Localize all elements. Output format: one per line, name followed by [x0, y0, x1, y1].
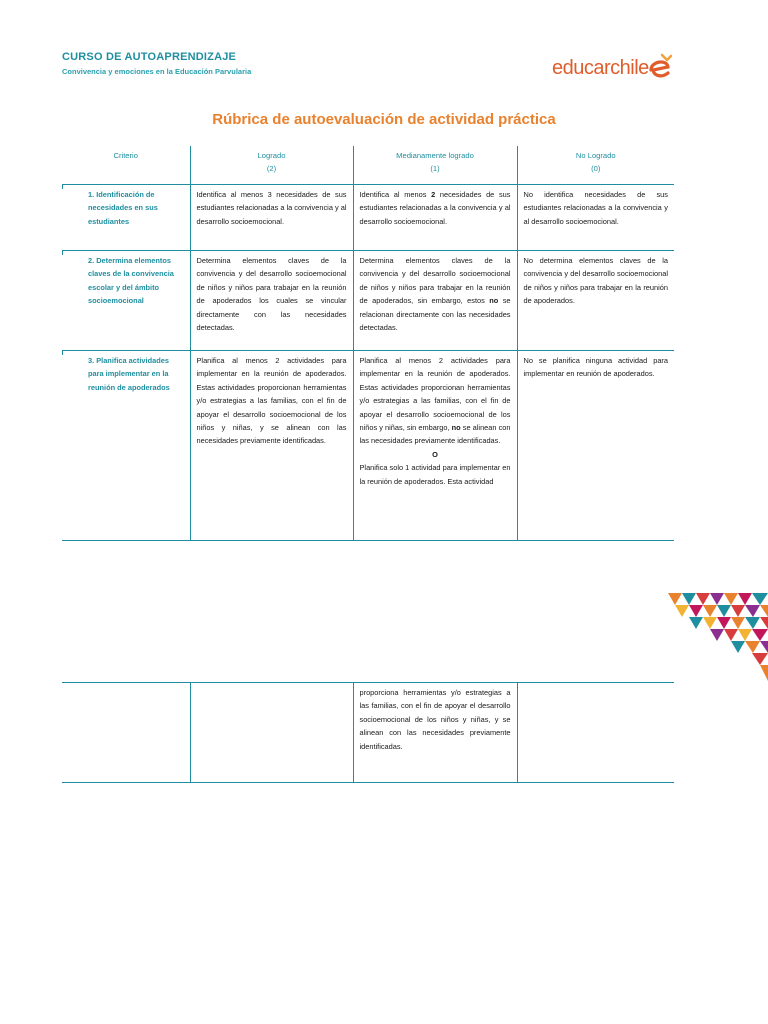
logrado-cell: Planifica al menos 2 actividades para implementar en la reunión de apoderados. Estas actividades proporcionan herramientas y/o estrategias a las familias, con el fin de apoyar el desarrollo socioemocional de los niños y niñas, y se alinean con las necesidades previamente identificadas. [190, 351, 353, 541]
table-row [62, 683, 674, 783]
header-score: (2) [266, 164, 277, 173]
logo-text: educarchile [552, 56, 649, 79]
cell-text: se alinean con las necesidades previamente identificadas. [359, 423, 511, 446]
logrado-cell: Determina elementos claves de la convivencia y del desarrollo socioemocional de niños y niños para trabajar en la reunión de apoderados los cuales se vincular directamente con las necesidades detectadas. [190, 251, 353, 351]
table-row [62, 351, 674, 541]
cell-text: Planifica al menos 2 actividades para implementar en la reunión de apoderados. Estas actividades proporcionan herramientas y/o estrategias a las familias, con el fin de apoyar el desarrollo socioemocional de los niños y niñas, sin embargo, [359, 356, 511, 433]
table-header-row [62, 146, 674, 185]
table-row [62, 251, 674, 351]
header-label: Criterio [113, 151, 138, 160]
cell-text: se relacionan directamente con las necesidades detectadas. [359, 296, 511, 333]
table-row [62, 185, 674, 251]
logrado-cell: Identifica al menos 3 necesidades de sus estudiantes relacionadas a la convivencia y al desarrollo socioemocional. [190, 185, 353, 251]
medio-cell: proporciona herramientas y/o estrategias a las familias, con el fin de apoyar el desarrollo socioemocional de los niños y niñas, y se alinean con las necesidades previamente identificadas. [353, 683, 517, 783]
decorative-triangles-icon [668, 593, 768, 683]
educarchile-logo [552, 52, 673, 84]
no-logrado-cell: No se planifica ninguna actividad para implementar en reunión de apoderados. [517, 351, 674, 541]
cell-text: Identifica al menos [359, 190, 432, 199]
logrado-cell [190, 683, 353, 783]
cell-text: Planifica solo 1 actividad para implementar en la reunión de apoderados. Esta actividad [359, 463, 511, 486]
rubric-table-continuation [62, 682, 674, 783]
cell-text: necesidades de sus estudiantes relacionadas a la convivencia y al desarrollo socioemocional. [359, 190, 511, 226]
header-label: Medianamente logrado [396, 151, 474, 160]
medio-cell [353, 185, 517, 251]
no-logrado-cell [517, 683, 674, 783]
header-logrado [190, 146, 353, 185]
criterion-cell [62, 683, 190, 783]
logo-e-mark-icon [647, 53, 673, 83]
criterion-cell: 1. Identificación de necesidades en sus estudiantes [62, 185, 190, 251]
header-label: Logrado [257, 151, 286, 160]
or-separator: O [432, 449, 438, 459]
header-score: (0) [591, 164, 601, 173]
rubric-table [62, 146, 674, 541]
cell-bold: no [489, 296, 499, 306]
no-logrado-cell: No determina elementos claves de la convivencia y del desarrollo socioemocional de niños y niños para trabajar en la reunión de apoderados. [517, 251, 674, 351]
medio-cell [353, 351, 517, 541]
document-title: Rúbrica de autoevaluación de actividad práctica [212, 111, 556, 128]
header-criterio [62, 146, 190, 185]
medio-cell [353, 251, 517, 351]
criterion-cell: 3. Planifica actividades para implementar en la reunión de apoderados [62, 351, 190, 541]
header-label: No Logrado [575, 151, 616, 160]
no-logrado-cell: No identifica necesidades de sus estudiantes relacionadas a la convivencia y al desarrollo socioemocional. [517, 185, 674, 251]
header-medianamente [353, 146, 517, 185]
criterion-cell: 2. Determina elementos claves de la convivencia escolar y del ámbito socioemocional [62, 251, 190, 351]
cell-bold: no [451, 423, 461, 433]
course-subtitle: Convivencia y emociones en la Educación Parvularia [62, 67, 252, 76]
cell-text: Determina elementos claves de la convivencia y del desarrollo socioemocional de niños y niños para trabajar en la reunión de apoderados, sin embargo, estos [359, 256, 511, 306]
cell-bold: 2 [431, 190, 436, 199]
header-no-logrado [517, 146, 674, 185]
course-title: CURSO DE AUTOAPRENDIZAJE [62, 51, 237, 63]
header-score: (1) [430, 164, 440, 173]
